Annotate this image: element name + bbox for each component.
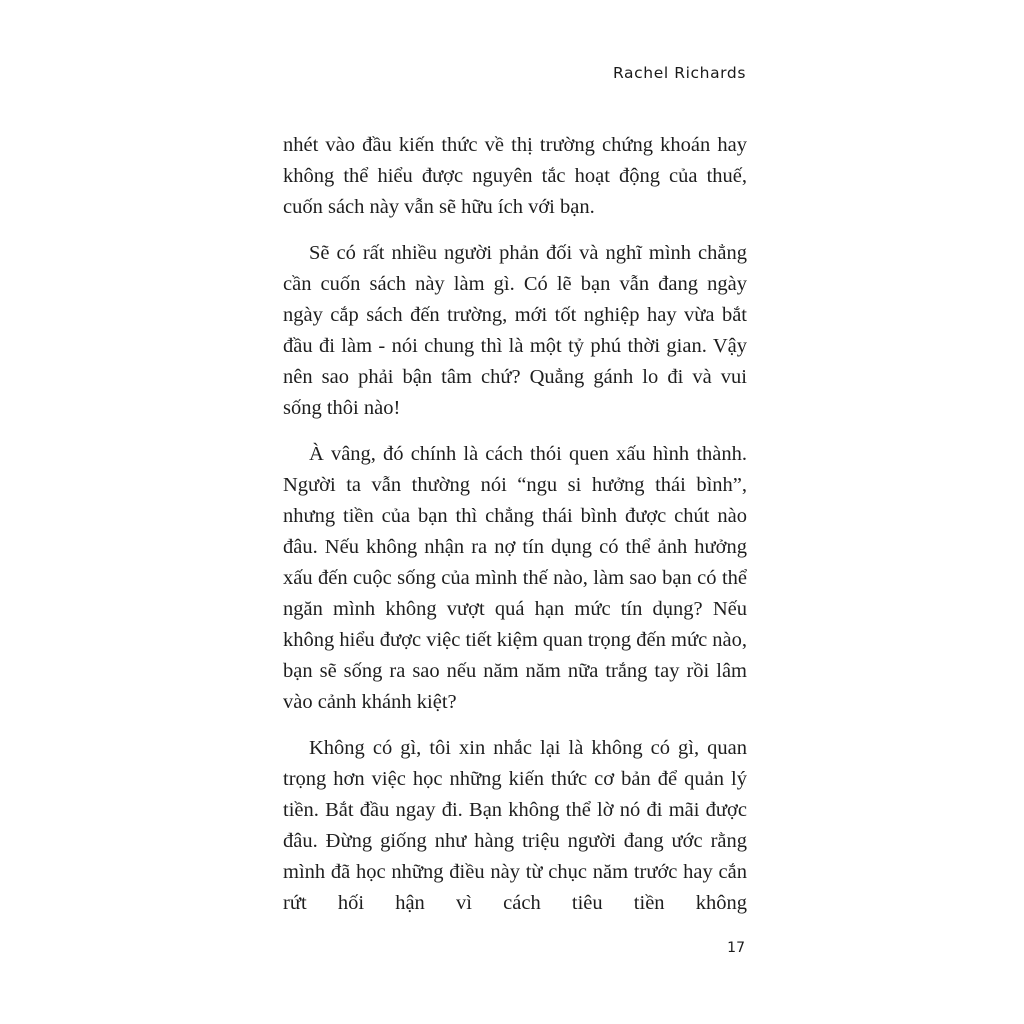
body-text xyxy=(283,130,747,934)
paragraph-4: Không có gì, tôi xin nhắc lại là không có gì, quan trọng hơn việc học những kiến thức cơ bản để quản lý tiền. Bắt đầu ngay đi. Bạn không thể lờ nó đi mãi được đâu. Đừng giống như hàng triệu người đang ước rằng mình đã học những điều này từ chục năm trước hay cắn rứt hối hận vì cách tiêu tiền không xyxy=(283,737,747,914)
running-header-author: Rachel Richards xyxy=(613,64,746,82)
paragraph-1: nhét vào đầu kiến thức về thị trường chứng khoán hay không thể hiểu được nguyên tắc hoạt động của thuế, cuốn sách này vẫn sẽ hữu ích với bạn. xyxy=(283,134,747,218)
page-number: 17 xyxy=(727,940,745,956)
paragraph-2: Sẽ có rất nhiều người phản đối và nghĩ mình chẳng cần cuốn sách này làm gì. Có lẽ bạn vẫn đang ngày ngày cắp sách đến trường, mới tốt nghiệp hay vừa bắt đầu đi làm - nói chung thì là một tỷ phú thời gian. Vậy nên sao phải bận tâm chứ? Quẳng gánh lo đi và vui sống thôi nào! xyxy=(283,242,747,419)
paragraph-3: À vâng, đó chính là cách thói quen xấu hình thành. Người ta vẫn thường nói “ngu si hưởng thái bình”, nhưng tiền của bạn thì chẳng thái bình được chút nào đâu. Nếu không nhận ra nợ tín dụng có thể ảnh hưởng xấu đến cuộc sống của mình thế nào, làm sao bạn có thể ngăn mình không vượt quá hạn mức tín dụng? Nếu không hiểu được việc tiết kiệm quan trọng đến mức nào, bạn sẽ sống ra sao nếu năm năm nữa trắng tay rồi lâm vào cảnh khánh kiệt? xyxy=(283,443,748,713)
